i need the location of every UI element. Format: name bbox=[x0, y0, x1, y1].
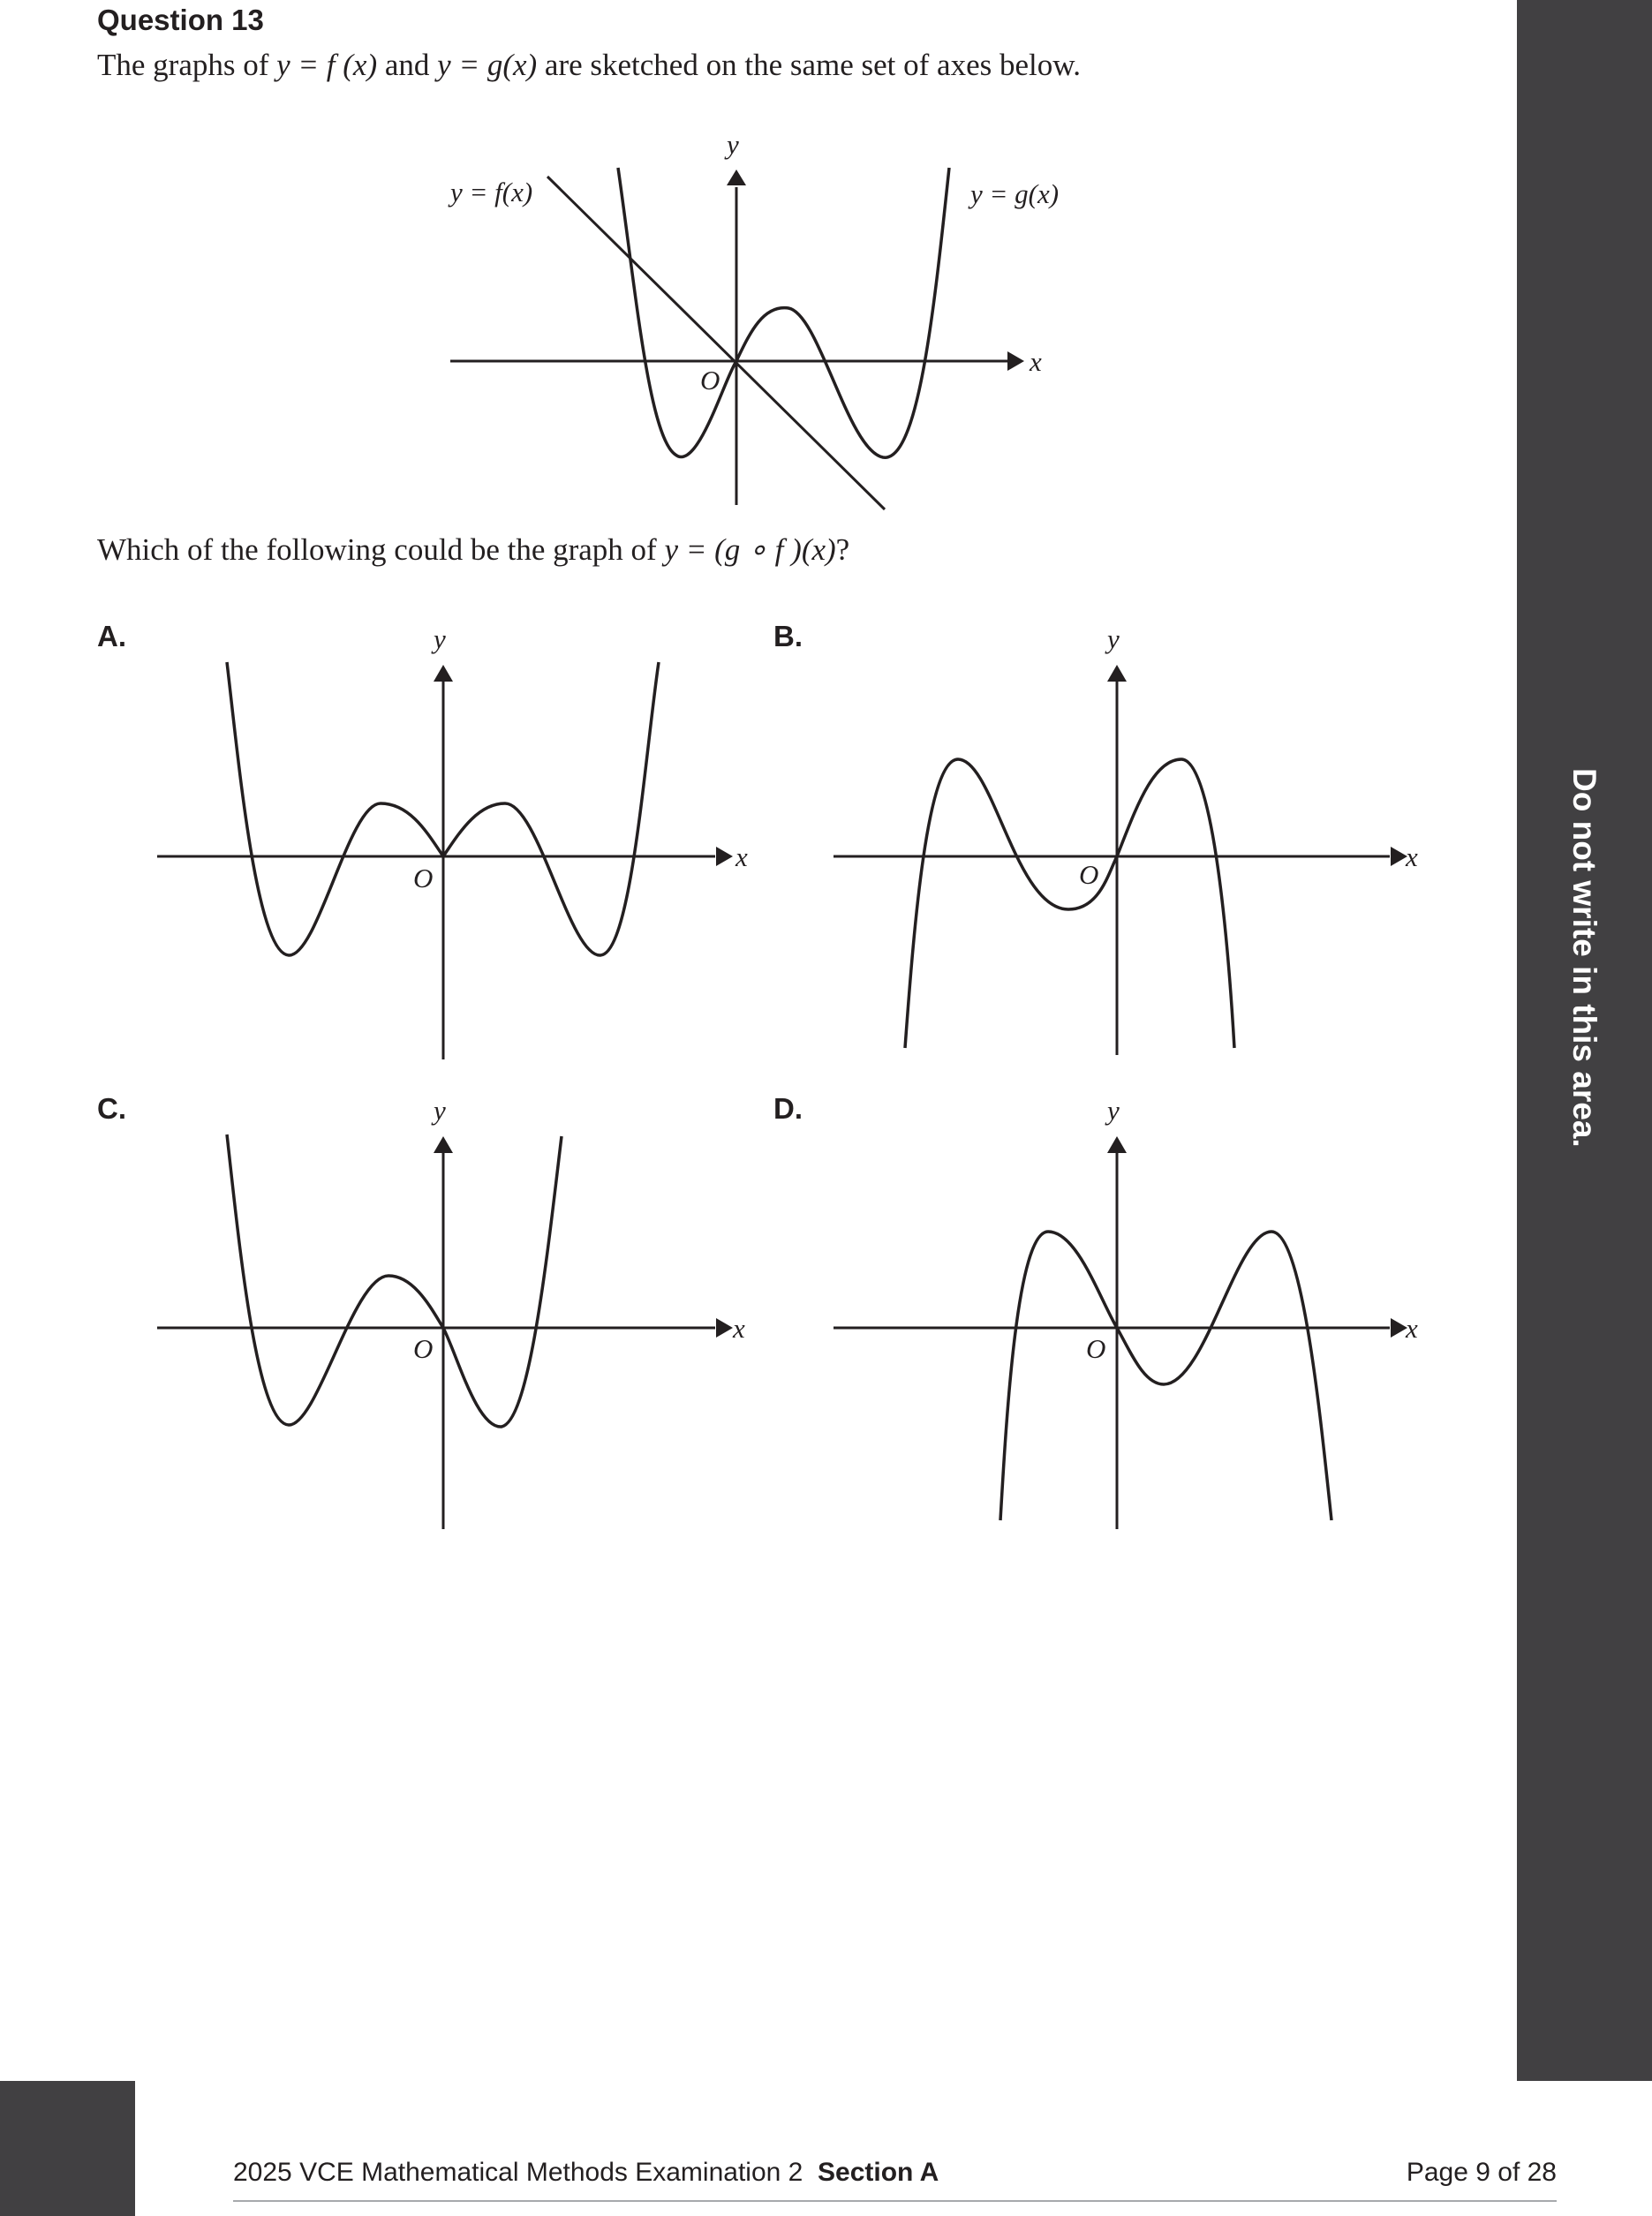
a-x-label: x bbox=[735, 841, 748, 872]
b-y-label: y bbox=[1107, 623, 1120, 654]
footer-rule bbox=[233, 2200, 1557, 2202]
g-label: y = g(x) bbox=[970, 178, 1060, 209]
footer-page-number: Page 9 of 28 bbox=[1406, 2158, 1557, 2187]
x-axis-arrow bbox=[1007, 351, 1024, 371]
option-c-graph bbox=[150, 1095, 768, 1536]
composite-expression: y = (g ∘ f )(x) bbox=[664, 532, 836, 567]
option-b-letter[interactable]: B. bbox=[773, 620, 803, 652]
d-x-label: x bbox=[1406, 1313, 1418, 1344]
c-y-label: y bbox=[434, 1095, 446, 1126]
y-axis-arrow bbox=[434, 665, 453, 682]
option-c-letter[interactable]: C. bbox=[97, 1092, 126, 1125]
b-origin-label: O bbox=[1079, 859, 1099, 890]
a-y-label: y bbox=[434, 623, 446, 654]
x-axis-arrow bbox=[716, 847, 733, 866]
footer-exam: 2025 VCE Mathematical Methods Examination 2 bbox=[233, 2158, 803, 2187]
footer-section: Section A bbox=[818, 2158, 939, 2187]
margin-sidebar bbox=[1517, 0, 1652, 2081]
curve-c bbox=[227, 1134, 562, 1427]
option-a-letter[interactable]: A. bbox=[97, 620, 126, 652]
x-axis-arrow bbox=[716, 1318, 733, 1338]
a-origin-label: O bbox=[413, 863, 434, 893]
equation-f: y = f (x) bbox=[276, 48, 378, 82]
y-axis-arrow bbox=[434, 1136, 453, 1153]
equation-g: y = g(x) bbox=[437, 48, 538, 82]
do-not-write-notice: Do not write in this area. bbox=[1566, 768, 1603, 1148]
d-origin-label: O bbox=[1086, 1333, 1106, 1364]
option-b-graph bbox=[821, 618, 1439, 1068]
main-graph bbox=[424, 124, 1095, 530]
curve-g bbox=[618, 168, 949, 457]
option-d-letter[interactable]: D. bbox=[773, 1092, 803, 1125]
line-f bbox=[547, 177, 885, 509]
main-x-label: x bbox=[1030, 346, 1042, 377]
y-axis-arrow bbox=[1107, 1136, 1127, 1153]
option-a-graph bbox=[150, 618, 768, 1068]
y-axis-arrow bbox=[1107, 665, 1127, 682]
y-axis-arrow bbox=[727, 170, 746, 185]
question-title: Question 13 bbox=[97, 4, 264, 36]
footer-exam-info bbox=[233, 2158, 939, 2188]
curve-d bbox=[1000, 1232, 1331, 1520]
option-d-graph bbox=[821, 1095, 1439, 1536]
question-intro: The graphs of y = f (x) and y = g(x) are sketched on the same set of axes below. bbox=[97, 48, 1082, 82]
corner-block bbox=[0, 2081, 135, 2216]
d-y-label: y bbox=[1107, 1095, 1120, 1126]
c-origin-label: O bbox=[413, 1333, 434, 1364]
curve-b bbox=[905, 759, 1234, 1048]
question-prompt: Which of the following could be the graph of y = (g ∘ f )(x)? bbox=[97, 532, 850, 567]
b-x-label: x bbox=[1406, 841, 1418, 872]
main-origin-label: O bbox=[700, 365, 720, 396]
c-x-label: x bbox=[733, 1313, 745, 1344]
main-y-label: y bbox=[727, 129, 739, 160]
f-label: y = f(x) bbox=[450, 177, 533, 207]
